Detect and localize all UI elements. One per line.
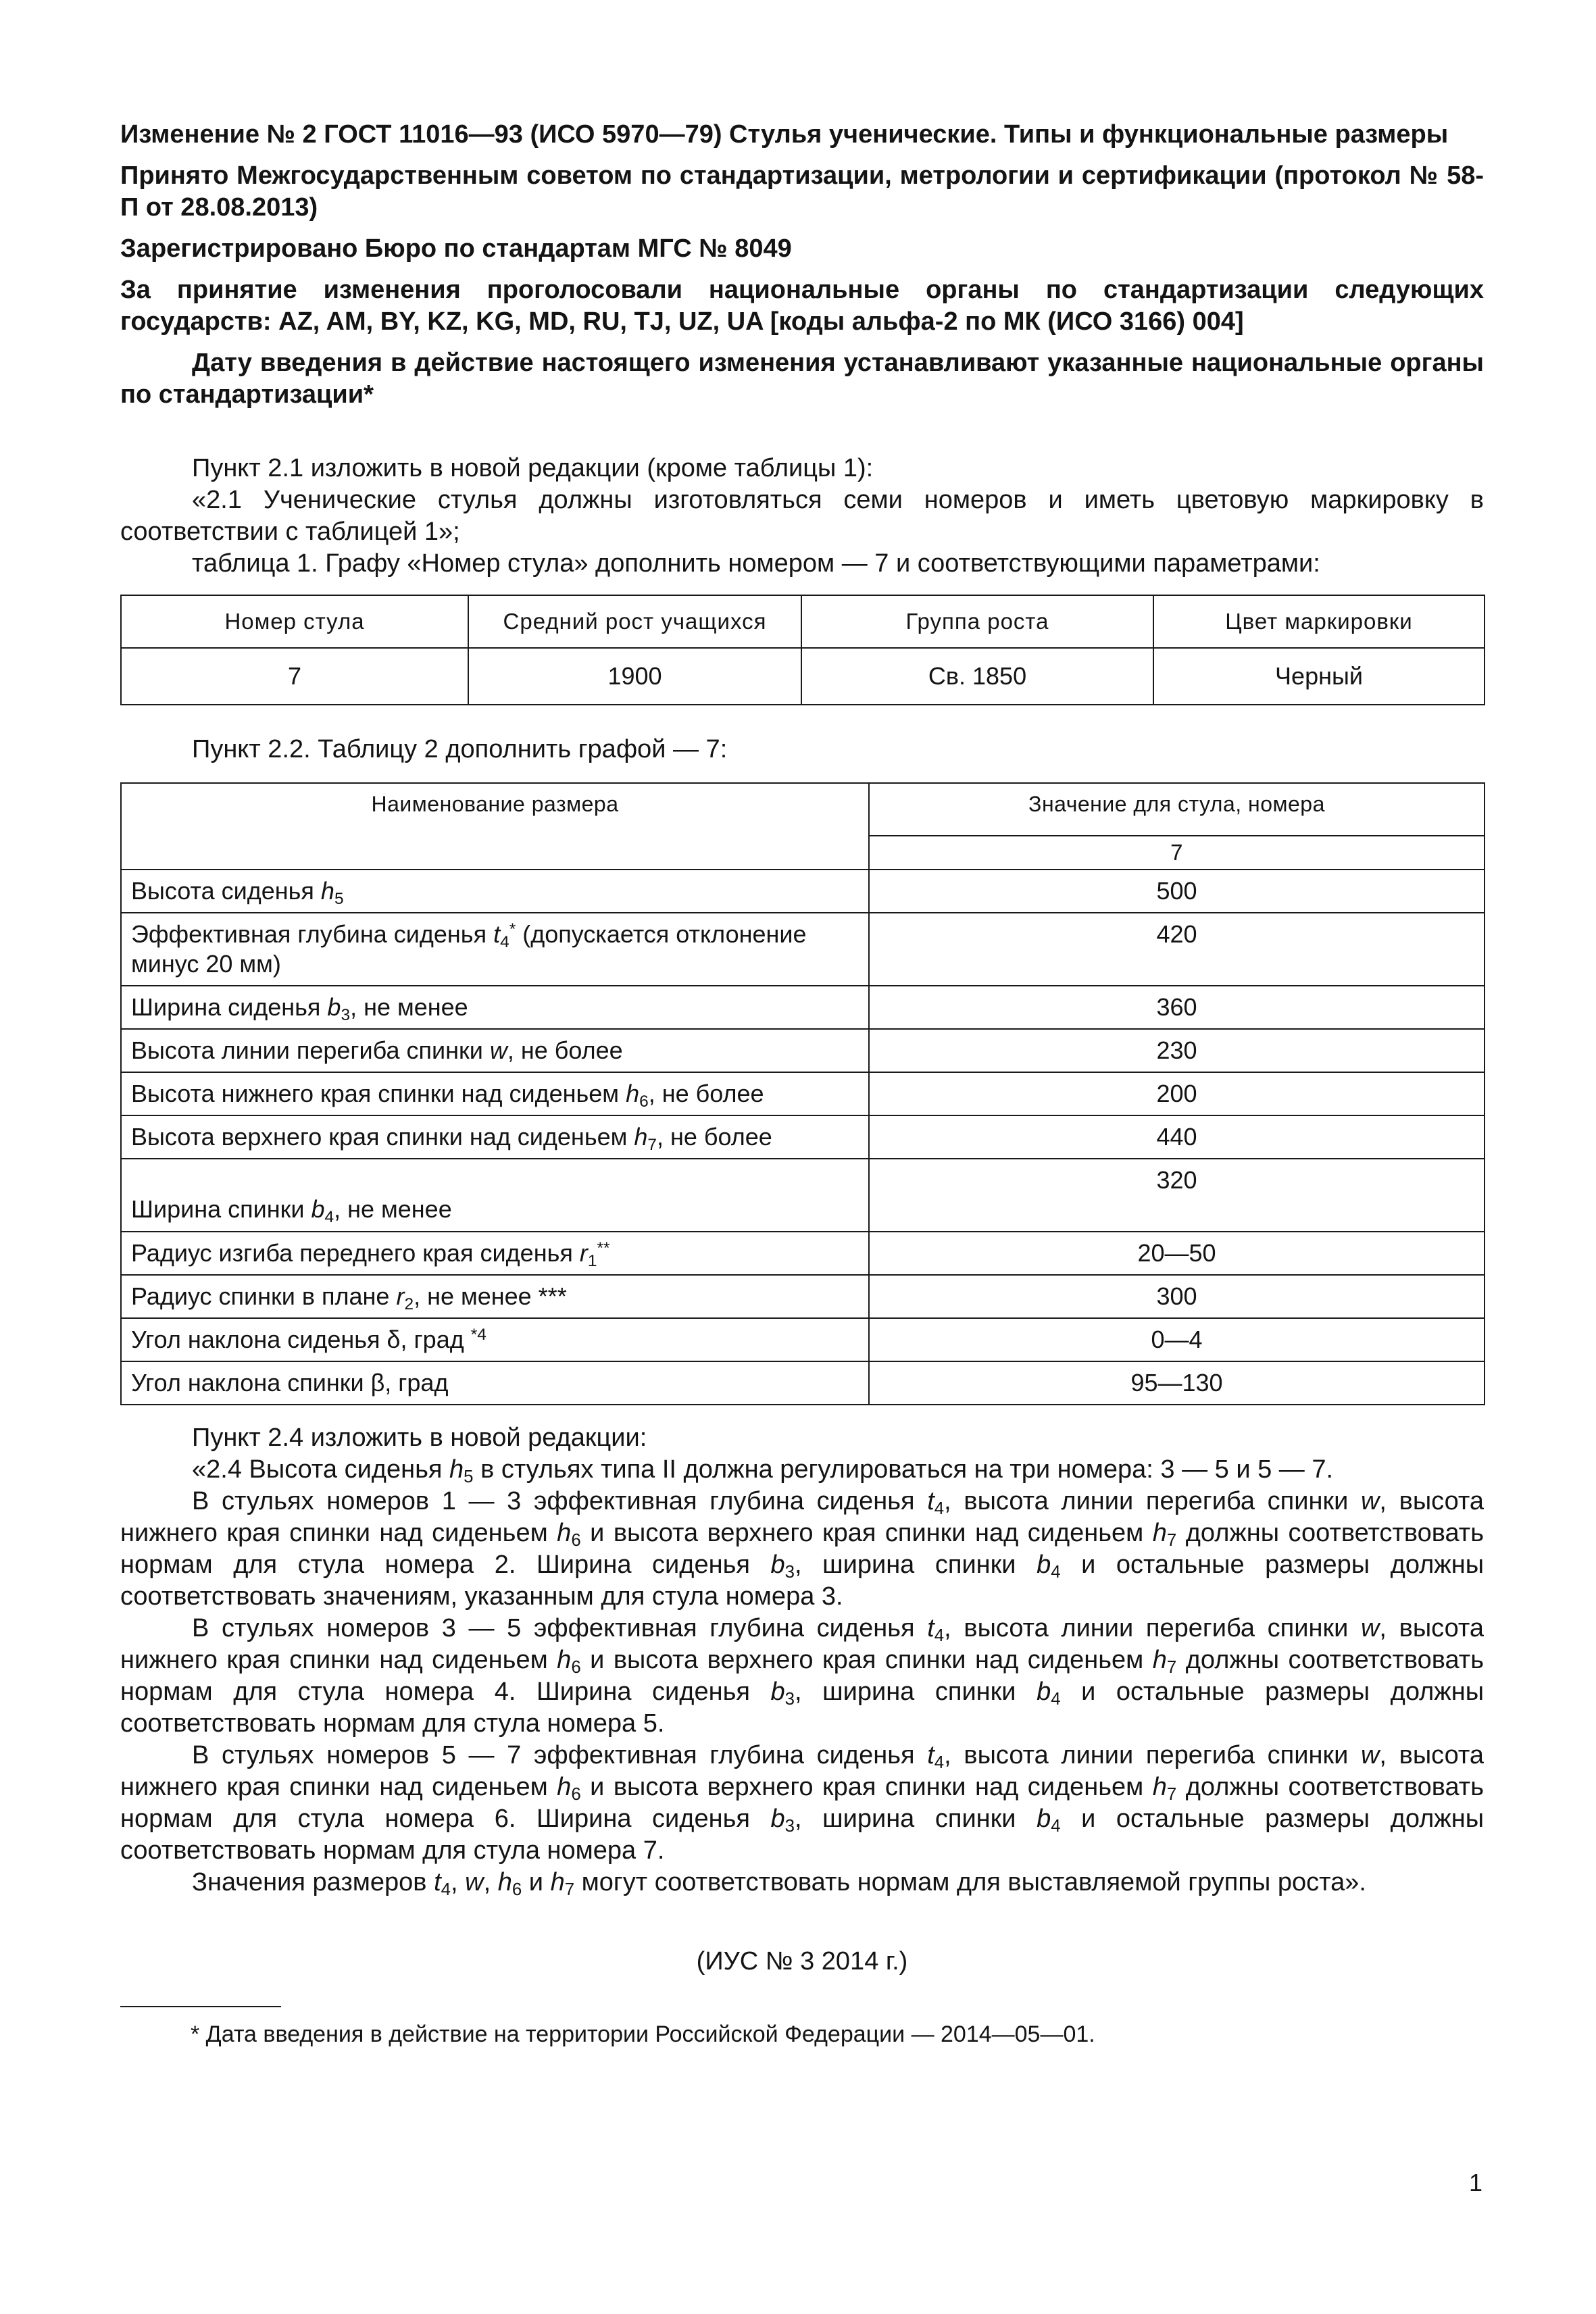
table-header-cell: Группа роста bbox=[801, 595, 1153, 648]
issue-reference: (ИУС № 3 2014 г.) bbox=[696, 1947, 908, 1976]
table-row bbox=[121, 986, 1485, 1029]
paragraph-2-1-intro: Пункт 2.1 изложить в новой редакции (кроме таблицы 1): bbox=[192, 454, 874, 482]
table-row bbox=[121, 1318, 1485, 1361]
table-header-cell: Номер стула bbox=[121, 595, 468, 648]
table-cell: 230 bbox=[869, 1029, 1485, 1072]
table-cell: Радиус изгиба переднего края сиденья $r_1^{**}$ bbox=[121, 1232, 869, 1275]
table-cell: Высота нижнего края спинки над сиденьем $h_6$, не более bbox=[121, 1072, 869, 1115]
table-cell: 360 bbox=[869, 986, 1485, 1029]
table-cell: Угол наклона сиденья δ, град $^{*4}$ bbox=[121, 1318, 869, 1361]
table-cell: 420 bbox=[869, 913, 1485, 986]
table-cell: Угол наклона спинки β, град bbox=[121, 1361, 869, 1405]
table-cell: 1900 bbox=[468, 648, 801, 705]
table-cell: 95—130 bbox=[869, 1361, 1485, 1405]
table-row bbox=[121, 1361, 1485, 1405]
table-cell: 20—50 bbox=[869, 1232, 1485, 1275]
table-header-cell: Средний рост учащихся bbox=[468, 595, 801, 648]
table-cell: Высота сиденья $h_5$ bbox=[121, 870, 869, 913]
table-cell: Св. 1850 bbox=[801, 648, 1153, 705]
document-page bbox=[120, 119, 1484, 2049]
table-cell: 200 bbox=[869, 1072, 1485, 1115]
registration-statement: Зарегистрировано Бюро по стандартам МГС № 8049 bbox=[120, 234, 792, 263]
table-header-cell: Значение для стула, номера bbox=[869, 783, 1485, 836]
table-row bbox=[121, 1072, 1485, 1115]
table1-instruction: таблица 1. Графу «Номер стула» дополнить номером — 7 и соответствующими параметрами: bbox=[192, 549, 1320, 578]
paragraph-2-1-text: «2.1 Ученические стулья должны изготовляться семи номеров и иметь цветовую маркировку в соответствии с таблицей 1»; bbox=[120, 486, 1484, 546]
page-number: 1 bbox=[1468, 2169, 1482, 2196]
section-2-4-paragraph: В стульях номеров 5 — 7 эффективная глубина сиденья $t_4$, высота линии перегиба спинки w, высота нижнего края спинки над сиденьем $h_6$ и высота верхнего края спинки над сиденьем $h_7$ должны соответствовать нормам для стула номера 6. Ширина сиденья $b_3$, ширина спинки $b_4$ и остальные размеры должны соответствовать нормам для стула номера 7. bbox=[120, 1741, 1485, 1865]
table-cell: 440 bbox=[869, 1115, 1485, 1159]
table-header-cell: Наименование размера bbox=[121, 783, 869, 870]
table-row bbox=[121, 913, 1485, 986]
table-cell: Высота верхнего края спинки над сиденьем $h_7$, не более bbox=[121, 1115, 869, 1159]
table-cell: Ширина спинки $b_4$, не менее bbox=[121, 1159, 869, 1232]
table-row bbox=[121, 1029, 1485, 1072]
footnote: * Дата введения в действие на территории Российской Федерации — 2014—05—01. bbox=[191, 2021, 1095, 2047]
table-header-cell: 7 bbox=[869, 836, 1485, 870]
table-cell: 500 bbox=[869, 870, 1485, 913]
table-cell: 300 bbox=[869, 1275, 1485, 1318]
voting-statement: За принятие изменения проголосовали национальные органы по стандартизации следующих государств: AZ, AM, BY, KZ, KG, MD, RU, TJ, UZ, UA [коды альфа-2 по МК (ИСО 3166) 004] bbox=[120, 276, 1484, 336]
table-row bbox=[121, 870, 1485, 913]
table-cell: Радиус спинки в плане $r_2$, не менее *** bbox=[121, 1275, 869, 1318]
table-header-cell: Цвет маркировки bbox=[1153, 595, 1485, 648]
table-cell: Черный bbox=[1153, 648, 1485, 705]
effective-date-statement: Дату введения в действие настоящего изменения устанавливают указанные национальные органы по стандартизации* bbox=[120, 349, 1484, 409]
table-row bbox=[121, 1115, 1485, 1159]
section-2-4-paragraph: Значения размеров $t_4$, w, $h_6$ и $h_7$ могут соответствовать нормам для выставляемой группы роста». bbox=[192, 1868, 1366, 1900]
table-row bbox=[121, 1159, 1485, 1232]
section-2-4-paragraph: В стульях номеров 3 — 5 эффективная глубина сиденья $t_4$, высота линии перегиба спинки w, высота нижнего края спинки над сиденьем $h_6$ и высота верхнего края спинки над сиденьем $h_7$ должны соответствовать нормам для стула номера 4. Ширина сиденья $b_3$, ширина спинки $b_4$ и остальные размеры должны соответствовать нормам для стула номера 5. bbox=[120, 1614, 1485, 1738]
table-row bbox=[121, 1275, 1485, 1318]
table-cell: Высота линии перегиба спинки w, не более bbox=[121, 1029, 869, 1072]
footnote-divider bbox=[120, 2006, 281, 2007]
table2-instruction: Пункт 2.2. Таблицу 2 дополнить графой — 7: bbox=[192, 735, 728, 763]
table-cell: 0—4 bbox=[869, 1318, 1485, 1361]
section-2-4-paragraph: «2.4 Высота сиденья $h_5$ в стульях типа II должна регулироваться на три номера: 3 — 5 и 5 — 7. bbox=[192, 1455, 1334, 1487]
table-row bbox=[121, 648, 1485, 705]
adopted-statement: Принято Межгосударственным советом по стандартизации, метрологии и сертификации (протокол № 58-П от 28.08.2013) bbox=[120, 161, 1484, 222]
amendment-title: Изменение № 2 ГОСТ 11016—93 (ИСО 5970—79) Стулья ученические. Типы и функциональные размеры bbox=[120, 120, 1449, 149]
table-2 bbox=[120, 782, 1485, 1405]
section-2-4-intro: Пункт 2.4 изложить в новой редакции: bbox=[192, 1424, 647, 1452]
table-2-header-row bbox=[121, 783, 1485, 836]
table-1-header-row bbox=[121, 595, 1485, 648]
table-cell: 320 bbox=[869, 1159, 1485, 1232]
table-cell: Эффективная глубина сиденья $t_4^*$ (допускается отклонение минус 20 мм) bbox=[121, 913, 869, 986]
section-2-4-paragraph: В стульях номеров 1 — 3 эффективная глубина сиденья $t_4$, высота линии перегиба спинки w, высота нижнего края спинки над сиденьем $h_6$ и высота верхнего края спинки над сиденьем $h_7$ должны соответствовать нормам для стула номера 2. Ширина сиденья $b_3$, ширина спинки $b_4$ и остальные размеры должны соответствовать значениям, указанным для стула номера 3. bbox=[120, 1487, 1485, 1611]
table-cell: 7 bbox=[121, 648, 468, 705]
table-1 bbox=[120, 595, 1485, 705]
table-cell: Ширина сиденья $b_3$, не менее bbox=[121, 986, 869, 1029]
table-row bbox=[121, 1232, 1485, 1275]
